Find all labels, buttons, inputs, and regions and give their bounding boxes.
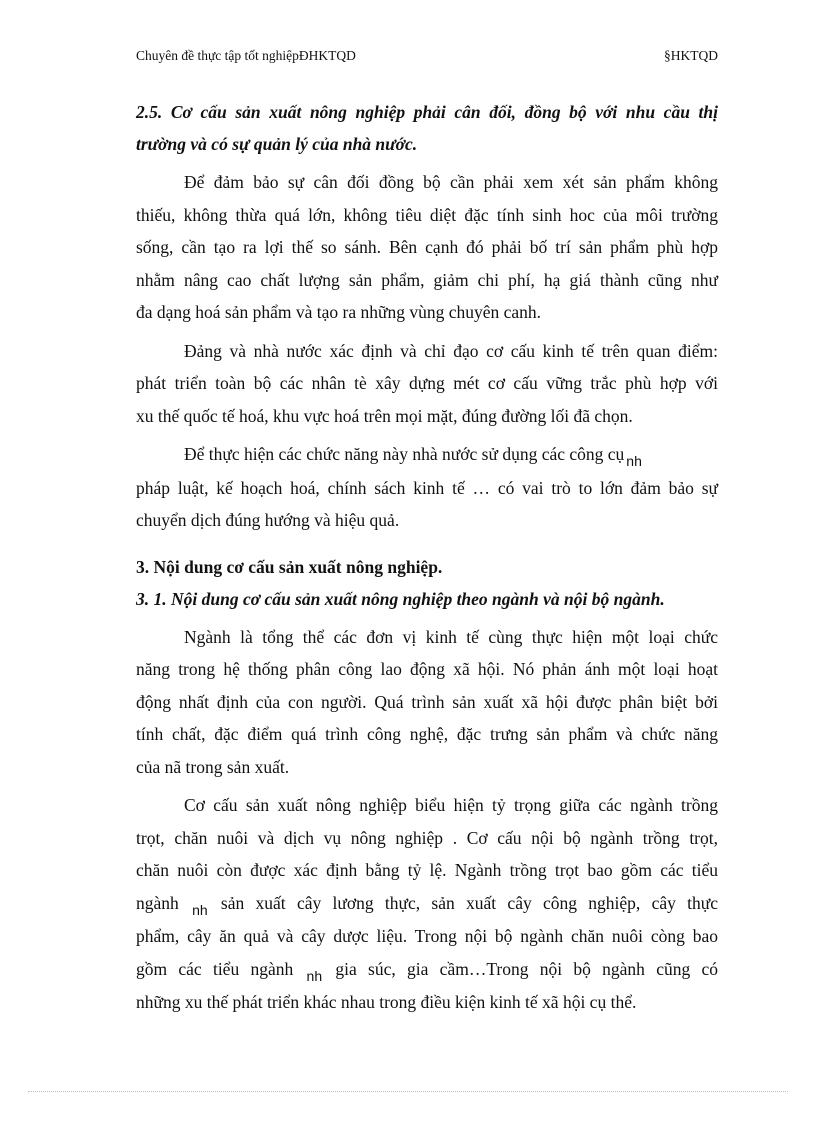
paragraph-line: thiếu, không thừa quá lớn, không tiêu diệt đặc tính sinh hoc của môi trường [136, 204, 718, 225]
section-3-1-heading [136, 583, 718, 615]
paragraph-line: pháp luật, kế hoạch hoá, chính sách kinh tế … có vai trò to lớn đảm bảo sự [136, 477, 718, 498]
paragraph-line: của nã trong sản xuất. [136, 756, 290, 777]
paragraph-line: Ngành là tổng thể các đơn vị kinh tế cùng thực hiện một loại chức [184, 626, 718, 647]
paragraph-text: Để thực hiện các chức năng này nhà nước sử dụng các công cụ [184, 444, 625, 464]
paragraph-line: sống, cần tạo ra lợi thế so sánh. Bên cạnh đó phải bố trí sản phẩm phù hợp [136, 237, 718, 257]
paragraph-line: nhằm nâng cao chất lượng sản phẩm, giảm chi phí, hạ giá thành cũng như [136, 269, 718, 290]
paragraph-text: gồm các tiểu ngành [136, 958, 294, 979]
section-3-heading: 3. Nội dung cơ cấu sản xuất nông nghiệp. [136, 556, 443, 577]
paragraph-line [136, 438, 718, 472]
paragraph-line: chuyển dịch đúng hướng và hiệu quả. [136, 510, 400, 530]
paragraph-line [136, 953, 718, 987]
page-content [136, 96, 718, 1019]
paragraph-text: gia súc, gia cầm…Trong nội bộ ngành cũng có [335, 958, 718, 979]
paragraph-line: chăn nuôi còn được xác định bằng tỷ lệ. Ngành trồng trọt bao gồm các tiểu [136, 860, 718, 880]
section-3-paragraph-1 [136, 621, 718, 784]
paragraph-line: Để đảm bảo sự cân đối đồng bộ cần phải xem xét sản phẩm không [184, 172, 718, 192]
header-code: §HKTQD [664, 48, 718, 63]
section-2-5-paragraph-3 [136, 438, 718, 537]
paragraph-line [136, 887, 718, 921]
paragraph-line: Đảng và nhà nước xác định và chỉ đạo cơ cấu kinh tế trên quan điểm: [184, 340, 718, 361]
paragraph-line: trọt, chăn nuôi và dịch vụ nông nghiệp . Cơ cấu nội bộ ngành trồng trọt, [136, 827, 718, 848]
paragraph-text: ngành [136, 892, 179, 913]
paragraph-line: động nhất định của con người. Quá trình sản xuất xã hội được phân biệt bởi [136, 691, 718, 712]
paragraph-line: Cơ cấu sản xuất nông nghiệp biểu hiện tỷ trọng giữa các ngành trồng [184, 795, 718, 815]
section-2-5-paragraph-1 [136, 166, 718, 329]
subscript-marker: nh [306, 967, 323, 984]
paragraph-text: sản xuất cây lương thực, sản xuất cây công nghiệp, cây thực [220, 892, 718, 913]
paragraph-line: những xu thế phát triển khác nhau trong điều kiện kinh tế xã hội cụ thể. [136, 992, 637, 1012]
subscript-marker: nh [192, 901, 208, 918]
header-title: Chuyên đề thực tập tốt nghiệpĐHKTQD [136, 48, 356, 63]
paragraph-line: xu thế quốc tế hoá, khu vực hoá trên mọi mặt, đúng đường lối đã chọn. [136, 405, 633, 426]
paragraph-line: đa dạng hoá sản phẩm và tạo ra những vùng chuyên canh. [136, 302, 542, 322]
subscript-marker: nh [626, 453, 642, 469]
section-2-5-paragraph-2 [136, 335, 718, 433]
heading-line: trường và có sự quản lý của nhà nước. [136, 134, 418, 154]
heading-line: 3. 1. Nội dung cơ cấu sản xuất nông nghiệp theo ngành và nội bộ ngành. [136, 588, 665, 609]
section-3-paragraph-2 [136, 789, 718, 1019]
page-bottom-divider [28, 1091, 788, 1092]
page-header [136, 48, 718, 68]
paragraph-line: tính chất, đặc điểm quá trình công nghệ, đặc trưng sản phẩm và chức năng [136, 724, 718, 744]
paragraph-line: năng trong hệ thống phân công lao động xã hội. Nó phản ánh một loại hoạt [136, 659, 718, 679]
paragraph-line: phát triển toàn bộ các nhân tè xây dựng mét cơ cấu vững trắc phù hợp với [136, 373, 718, 393]
paragraph-line: phẩm, cây ăn quả và cây dược liệu. Trong nội bộ ngành chăn nuôi còng bao [136, 926, 718, 946]
section-2-5-heading [136, 96, 718, 160]
heading-line: 2.5. Cơ cấu sản xuất nông nghiệp phải cân đối, đồng bộ với nhu cầu thị [136, 102, 718, 122]
